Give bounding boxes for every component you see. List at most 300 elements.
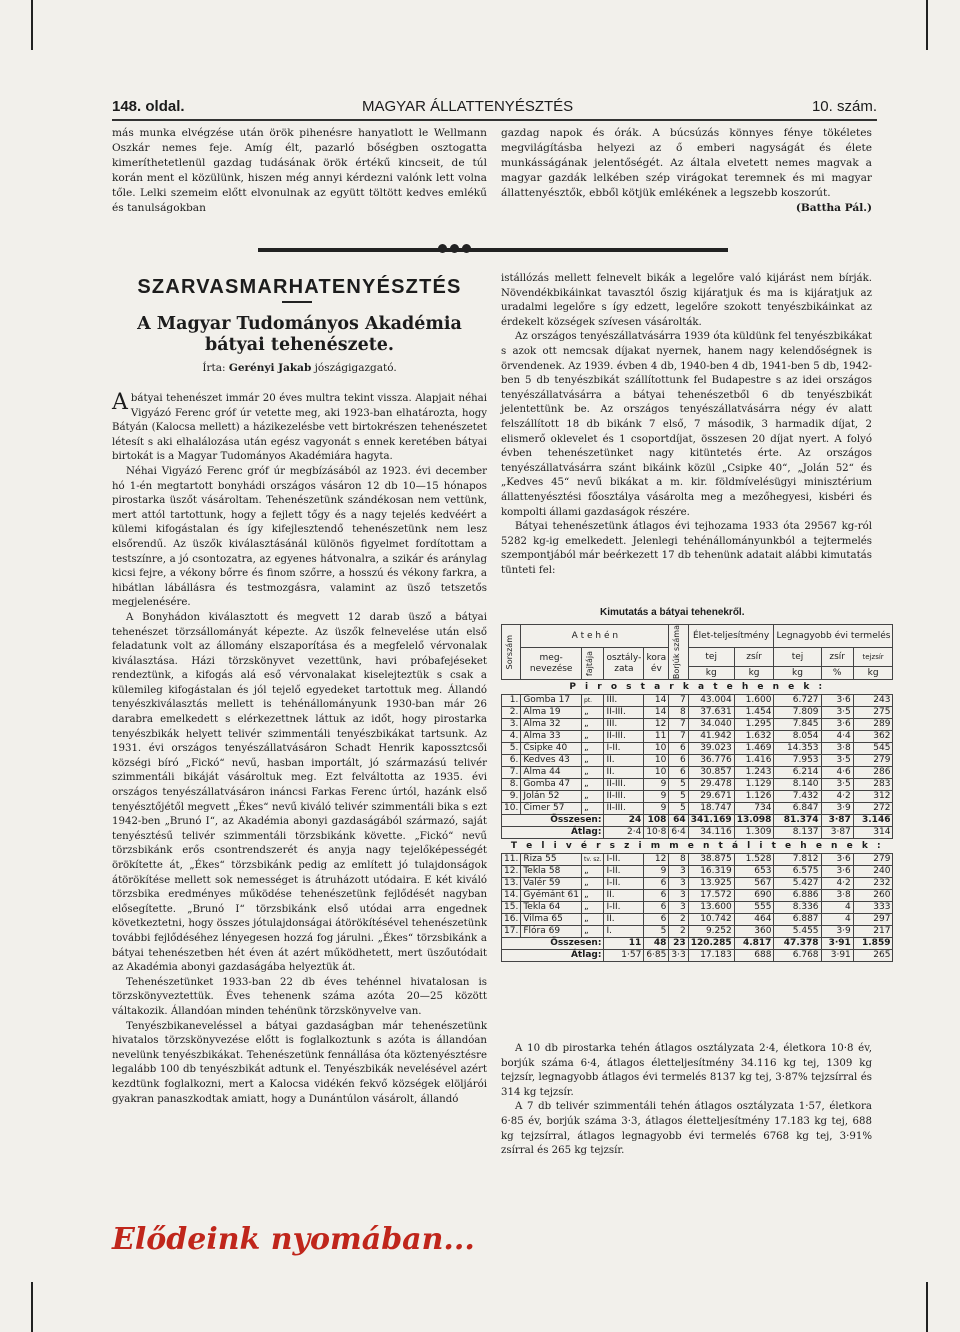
table-cell: 3 <box>669 902 688 914</box>
table-cell: 3 <box>669 866 688 878</box>
table-cell: 7.812 <box>774 854 821 866</box>
header-kg: kg <box>688 667 734 680</box>
drop-cap: A <box>112 390 128 415</box>
table-cell: 11 <box>644 731 669 743</box>
summary-label: Átlag: <box>502 950 604 962</box>
table-cell: 6 <box>669 755 688 767</box>
table-cell: 7 <box>669 695 688 707</box>
table-cell: 464 <box>734 914 774 926</box>
table-row <box>502 755 893 767</box>
table-cell: 18.747 <box>688 803 734 815</box>
table-cell: 333 <box>853 902 893 914</box>
header-tej: tej <box>688 648 734 667</box>
top-left-column <box>112 126 487 216</box>
table-cell: 10. <box>502 803 521 815</box>
article-paragraph: A 7 db telivér szimmentáli tehén átlagos osztályzata 1·57, életkora 6·85 év, borjúk száma 3·3, átlagos életteljesítmény 17.183 kg tej, 688 kg tejzsírral, átlagos legnagyobb évi termelés 6768 kg tej, 3·91% zsírral és 265 kg tejzsír. <box>501 1101 872 1157</box>
table-cell: 7 <box>669 719 688 731</box>
table-cell: 12 <box>644 854 669 866</box>
table-cell: 29.671 <box>688 791 734 803</box>
table-cell: pt. <box>582 695 604 707</box>
table-cell: 36.776 <box>688 755 734 767</box>
section-title: SZARVASMARHATENYÉSZTÉS <box>137 276 462 298</box>
table-cell: 108 <box>644 815 669 827</box>
table-cell: 4·2 <box>821 791 853 803</box>
article-paragraph: Az országos tenyészállatvásárra 1939 óta küldünk fel tenyészbikákat s azok ott nemcsak díjakat nyernek, hanem nagy kelendőségnek is örvendenek. Az 1939. évben 4 db, 1940-ben 4 db, 1941-ben 5 db, 1942-ben 5 db tenyészbikát szállítottunk fel Budapestre s az idei országos tenyészállatvásárra a bátyai tehenészetből 6 db tenyészbikát jelentettünk be. Az országos tenyészállatvásárra négy év alatt felszállított 18 db bikánk 7 első, 7 második, 3 harmadik díjat, 2 elismerő oklevelet és 1 csoportdíjat, összesen 20 díjat nyert. A folyó évben tehenészetünket nagy kitüntetés érte. Az országos tenyészállatvásárra szánt bikáink közül „Csipke 40“, „Jolán 52“ és „Kedves 45“ nevű bikákat a m. kir. földmívelésügyi minisztérium állattenyésztési főosztálya vásárolta meg a mezőhegyesi, kisbéri és kompolti állami gazdaságok részére. <box>501 331 872 518</box>
table-cell: 3 <box>669 878 688 890</box>
header-kg: kg <box>774 667 821 680</box>
header-legnagyobb: Legnagyobb évi termelés <box>774 625 893 648</box>
table-cell: 3·6 <box>821 854 853 866</box>
table-row <box>502 914 893 926</box>
table-cell: 6 <box>669 743 688 755</box>
table-cell: 81.374 <box>774 815 821 827</box>
table-cell: II-III. <box>604 731 644 743</box>
table-cell: II. <box>604 767 644 779</box>
footer-script-title: Elődeink nyomában... <box>112 1222 475 1257</box>
table-cell: 9 <box>644 779 669 791</box>
table-cell: „ <box>582 767 604 779</box>
table-cell: 1.454 <box>734 707 774 719</box>
table-cell: 1.600 <box>734 695 774 707</box>
signature: (Battha Pál.) <box>795 202 872 214</box>
table-cell: 3·6 <box>821 695 853 707</box>
table-row <box>502 854 893 866</box>
byline-author: Gerényi Jakab <box>228 362 312 374</box>
table-group-label <box>502 680 893 695</box>
table-cell: II-III. <box>604 707 644 719</box>
table-cell: Riza 55 <box>521 854 582 866</box>
table-cell: I-II. <box>604 854 644 866</box>
table-cell: 7.432 <box>774 791 821 803</box>
table-cell: 14.353 <box>774 743 821 755</box>
table-cell: 312 <box>853 791 893 803</box>
table-cell: 734 <box>734 803 774 815</box>
table-cell: „ <box>582 719 604 731</box>
table-cell: 2 <box>669 914 688 926</box>
table-cell: 6·85 <box>644 950 669 962</box>
table-cell: 23 <box>669 938 688 950</box>
table-cell: 11 <box>604 938 644 950</box>
table-cell: II-III. <box>604 779 644 791</box>
table-cell: 13.600 <box>688 902 734 914</box>
table-cell: 4 <box>821 914 853 926</box>
table-cell: „ <box>582 779 604 791</box>
table-cell: Alma 44 <box>521 767 582 779</box>
table-cell: 6. <box>502 755 521 767</box>
table-cell: 6.727 <box>774 695 821 707</box>
table-cell: I. <box>604 926 644 938</box>
table-row <box>502 743 893 755</box>
table-cell: 10·8 <box>644 827 669 839</box>
table-group-label <box>502 839 893 854</box>
table-cell: 7. <box>502 767 521 779</box>
table-cell: 6.887 <box>774 914 821 926</box>
table-cell: 17. <box>502 926 521 938</box>
table-cell: 8. <box>502 779 521 791</box>
crop-mark-left-bottom <box>31 1282 33 1332</box>
table-cell: 6.886 <box>774 890 821 902</box>
table-cell: III. <box>604 719 644 731</box>
article-title-line1: A Magyar Tudományos Akadémia <box>137 314 462 334</box>
table-cell: 4 <box>821 902 853 914</box>
crop-mark-left <box>31 0 33 50</box>
table-cell: 6 <box>644 878 669 890</box>
table-cell: „ <box>582 803 604 815</box>
header-kora: kora év <box>644 648 669 680</box>
table-cell: Csipke 40 <box>521 743 582 755</box>
table-cell: 6·4 <box>669 827 688 839</box>
table-cell: Alma 19 <box>521 707 582 719</box>
table-cell: 1.309 <box>734 827 774 839</box>
table-cell: 5. <box>502 743 521 755</box>
table-cell: „ <box>582 707 604 719</box>
table-cell: 217 <box>853 926 893 938</box>
table-row <box>502 791 893 803</box>
article-title-line2: bátyai tehenészete. <box>204 335 395 355</box>
header-kg: kg <box>853 667 893 680</box>
table-cell: 10 <box>644 755 669 767</box>
table-cell: I-II. <box>604 743 644 755</box>
table-cell: 3. <box>502 719 521 731</box>
table-cell: 3·5 <box>821 779 853 791</box>
table-cell: 260 <box>853 890 893 902</box>
table-cell: I-II. <box>604 878 644 890</box>
header-osztalyzata: osztály-zata <box>604 648 644 680</box>
article-paragraph: Tenyészbikaneveléssel a bátyai gazdaságban már tehenészetünk hivatalos törzskönyvezése előtt is foglalkoztunk s azóta is állandóan nevelünk tenyészbikákat. Tehenészetünk fennállása óta köztenyésztésre legalább 100 db tenyészbikát adtunk el. Tenyészbikák nevelésével azért kezdtünk foglalkozni, mert a Kalocsa vidékén fekvő községek elöljárói gyakran panaszkodtak amiatt, hogy a Dunántúlon vásárolt, állandó <box>112 1020 487 1105</box>
table-cell: 48 <box>644 938 669 950</box>
table-cell: 11. <box>502 854 521 866</box>
table-cell: Cimer 57 <box>521 803 582 815</box>
table-cell: 243 <box>853 695 893 707</box>
table-cell: 34.116 <box>688 827 734 839</box>
table-cell: 5 <box>669 779 688 791</box>
header-fajtaja: fajtája <box>582 648 604 680</box>
table-cell: 3·91 <box>821 938 853 950</box>
table-row <box>502 779 893 791</box>
byline <box>112 362 487 374</box>
table-cell: Gyémánt 61 <box>521 890 582 902</box>
table-summary-row <box>502 815 893 827</box>
article-paragraph: Tehenészetünket 1933-ban 22 db éves tehénnel hivatalosan is törzskönyveztettük. Éves tehenenk száma azóta 20—25 között váltakozik. Állandóan minden tehénünk törzskönyvelve van. <box>112 976 487 1017</box>
table-cell: 279 <box>853 854 893 866</box>
group-label-cell: P i r o s t a r k a t e h e n e k : <box>502 680 893 695</box>
table-summary-row <box>502 938 893 950</box>
table-cell: 653 <box>734 866 774 878</box>
table-cell: 8.054 <box>774 731 821 743</box>
table-cell: I-II. <box>604 866 644 878</box>
table-cell: 1.243 <box>734 767 774 779</box>
table-cell: Flóra 69 <box>521 926 582 938</box>
table-cell: 6 <box>644 890 669 902</box>
summary-label: Összesen: <box>502 938 604 950</box>
header-pct: % <box>821 667 853 680</box>
table-cell: 10 <box>644 743 669 755</box>
table-cell: 6.575 <box>774 866 821 878</box>
table-cell: 555 <box>734 902 774 914</box>
table-cell: „ <box>582 755 604 767</box>
table-row <box>502 707 893 719</box>
table-cell: 4. <box>502 731 521 743</box>
table-cell: 1.859 <box>853 938 893 950</box>
separator-dot <box>462 244 471 253</box>
table-cell: 3·87 <box>821 815 853 827</box>
table-header-row <box>502 648 893 667</box>
table-cell: 3·5 <box>821 707 853 719</box>
table-cell: 7.809 <box>774 707 821 719</box>
table-cell: Tekla 58 <box>521 866 582 878</box>
table-cell: 38.875 <box>688 854 734 866</box>
table-cell: Valér 59 <box>521 878 582 890</box>
table-cell: 10 <box>644 767 669 779</box>
issue-number: 10. szám. <box>811 98 877 115</box>
table-cell: 1.295 <box>734 719 774 731</box>
table-cell: 4.817 <box>734 938 774 950</box>
table-cell: 3·9 <box>821 926 853 938</box>
group-label-cell: T e l i v é r s z i m m e n t á l i t e h e n e k : <box>502 839 893 854</box>
table-cell: 9 <box>644 866 669 878</box>
table-cell: 9 <box>644 791 669 803</box>
table-cell: II. <box>604 890 644 902</box>
table-cell: Alma 32 <box>521 719 582 731</box>
article-left-column <box>112 392 487 1107</box>
table-row <box>502 902 893 914</box>
table-row <box>502 878 893 890</box>
table-cell: 8 <box>669 707 688 719</box>
table-cell: 688 <box>734 950 774 962</box>
table-cell: 9.252 <box>688 926 734 938</box>
separator-dot <box>450 244 459 253</box>
table-row <box>502 731 893 743</box>
table-row <box>502 890 893 902</box>
header-zsir2: zsír <box>821 648 853 667</box>
table-cell: 3 <box>669 890 688 902</box>
top-right-column <box>501 126 872 216</box>
table-cell: 4·6 <box>821 767 853 779</box>
article-paragraph: A 10 db pirostarka tehén átlagos osztályzata 2·4, életkora 10·8 év, borjúk száma 6·4, átlagos életteljesítmény 34.116 kg tej, 1309 kg tejzsír, legnagyobb átlagos évi termelés 8137 kg tej, 3·87% tejzsírral és 314 kg tejzsír. <box>501 1043 872 1098</box>
table-cell: 3·9 <box>821 803 853 815</box>
table-cell: 13. <box>502 878 521 890</box>
table-cell: 30.857 <box>688 767 734 779</box>
table-cell: 12 <box>644 719 669 731</box>
section-separator <box>258 248 728 252</box>
table-cell: tv. sz. <box>582 854 604 866</box>
table-cell: 1.126 <box>734 791 774 803</box>
header-megnevezese: meg-nevezése <box>521 648 582 680</box>
table-cell: 17.183 <box>688 950 734 962</box>
table-row <box>502 926 893 938</box>
table-cell: 5 <box>644 926 669 938</box>
cow-data-table <box>501 624 893 962</box>
table-cell: 6.214 <box>774 767 821 779</box>
table-cell: 3.146 <box>853 815 893 827</box>
table-cell: 1.129 <box>734 779 774 791</box>
crop-mark-right <box>926 0 928 50</box>
table-cell: 283 <box>853 779 893 791</box>
header-sorszam: Sorszám <box>502 625 521 680</box>
table-cell: 1·57 <box>604 950 644 962</box>
table-cell: 2·4 <box>604 827 644 839</box>
table-cell: 15. <box>502 902 521 914</box>
table-cell: 39.023 <box>688 743 734 755</box>
table-cell: 567 <box>734 878 774 890</box>
header-zsir: zsír <box>734 648 774 667</box>
table-cell: „ <box>582 878 604 890</box>
header-kg: kg <box>734 667 774 680</box>
table-cell: 2. <box>502 707 521 719</box>
table-cell: 1.528 <box>734 854 774 866</box>
table-cell: II. <box>604 755 644 767</box>
table-cell: 7.953 <box>774 755 821 767</box>
table-cell: 34.040 <box>688 719 734 731</box>
table-cell: 286 <box>853 767 893 779</box>
table-cell: III. <box>604 695 644 707</box>
table-cell: „ <box>582 914 604 926</box>
table-cell: 16. <box>502 914 521 926</box>
table-header-row <box>502 625 893 648</box>
table-cell: 14. <box>502 890 521 902</box>
table-cell: Gomba 47 <box>521 779 582 791</box>
header-borjuk: Borjúk száma <box>669 625 688 680</box>
table-row <box>502 695 893 707</box>
table-cell: 279 <box>853 755 893 767</box>
table-cell: 5 <box>669 791 688 803</box>
section-title-rule <box>282 301 312 303</box>
table-cell: 1.469 <box>734 743 774 755</box>
table-cell: 5.455 <box>774 926 821 938</box>
table-cell: 43.004 <box>688 695 734 707</box>
table-cell: 1. <box>502 695 521 707</box>
table-cell: 7.845 <box>774 719 821 731</box>
table-cell: 37.631 <box>688 707 734 719</box>
table-cell: 6 <box>644 914 669 926</box>
table-cell: 362 <box>853 731 893 743</box>
table-cell: 13.098 <box>734 815 774 827</box>
table-cell: 272 <box>853 803 893 815</box>
table-cell: 232 <box>853 878 893 890</box>
table-cell: 8.336 <box>774 902 821 914</box>
table-cell: 8 <box>669 854 688 866</box>
table-cell: 545 <box>853 743 893 755</box>
article-paragraph: A Bonyhádon kiválasztott és megvett 12 darab üsző a bátyai tehenészet törzsállományát képezte. Az üszők felnevelése után első feladatunk volt az állomány elszaporítása és a megfelelő vérvonalak kiválasztása. Házi törzskönyvet vezettünk, havi próbafejéseket rendeztünk, a kifogás alá eső vérvonalakat kiselejteztük s csak a külemileg kifogástalan és jól tejelő egyedeket tartottuk meg. Állandó tenyészkiválasztás mellett is tehénállományunk 1930-ban már 26 darabra emelkedett s elérkezettnek láttuk az időt, hogy pirostarka tenyészbikák helyett telivér szimmentáli tenyészbikákat tartsunk. Az 1931. évi országos tenyészállatvásáron Schadt Henrik kapossztcsői községi bíró „Fickó“ nevű, hasban importált, jó származású telivér szimmentáli bikáját vásároltuk meg. Ezt felváltotta az 1935. évi országos tenyészállatvásáron ináncsi Farkas Ferenc úrtól, hazánk első tenyésztőjétől megvett „Ékes“ nevű kiváló telivér szimmentáli bika s ezt 1942-ben „Brunó I“, az Akadémia abonyi gazdaságából származó, saját tenyésztésű telivér szimmentáli törzsbikánk követte. „Fickó“ nevű törzsbikánk erős csontrendszerét és anyja nagy tejelőképességét örökítette át, „Ékes“ törzsbikánk pedig az említett jó tulajdonságok átörökítése mellett sok nemességet is átruházott utódaira. E két kiváló törzsbika eredményes működése tehenészetünk fejlődését nagyban elősegítette. „Brunó I“ törzsbikánk első utódai arra engednek következtetni, hogy összes jótulajdonságai átörökítésével tehenészetünk további fejlődéséhez lényegesen hozzá fog járulni. „Ékes“ törzsbikánk a bátyai tehenészetben hét éven át azért működhetett, mert üszőutódait az Akadémia abonyi gazdaságába helyeztük át. <box>112 611 487 974</box>
table-cell: „ <box>582 890 604 902</box>
table-caption: Kimutatás a bátyai tehenekről. <box>600 607 745 618</box>
table-cell: „ <box>582 866 604 878</box>
table-cell: 3·8 <box>821 743 853 755</box>
table-cell: 14 <box>644 707 669 719</box>
page-header <box>112 96 877 118</box>
table-cell: 3·6 <box>821 719 853 731</box>
table-summary-row <box>502 827 893 839</box>
table-cell: 29.478 <box>688 779 734 791</box>
table-cell: 3·3 <box>669 950 688 962</box>
byline-prefix: Írta: <box>202 362 226 374</box>
table-cell: 8.140 <box>774 779 821 791</box>
table-cell: „ <box>582 926 604 938</box>
table-cell: 6 <box>669 767 688 779</box>
top-right-paragraph: gazdag napok és órák. A búcsúzás könnyes fénye tökéletes megvilágításba helyezi az ő emberi nagyságát és élete munkásságának jelentőségét. Az általa elvetett nemes magvak a magyar gazdák lelkében szép virágokat teremnek és mi magyar állattenyésztők, ebből kötjük emlékének a legszebb koszorút. <box>501 127 872 199</box>
article-title <box>112 314 487 356</box>
table-cell: 6.847 <box>774 803 821 815</box>
table-cell: 6 <box>644 902 669 914</box>
table-cell: 14 <box>644 695 669 707</box>
summary-label: Átlag: <box>502 827 604 839</box>
table-cell: 13.925 <box>688 878 734 890</box>
table-cell: 47.378 <box>774 938 821 950</box>
top-left-paragraph: más munka elvégzése után örök pihenésre hanyatlott le Wellmann Oszkár nemes feje. Amíg élt, pazarló bőségben osztogatta kimeríthetetlenül gazdag tudásának örök értékű kincseit, de túl korán ment el közülünk, hiszen még annyi kérdezni valónk lett volna tőle. Lelki szemeim előtt elvonulnak az együtt töltött kedves emlékű és tanulságokban <box>112 127 487 214</box>
table-cell: 3·91 <box>821 950 853 962</box>
table-cell: II-III. <box>604 791 644 803</box>
table-cell: 16.319 <box>688 866 734 878</box>
article-paragraph: istállózás mellett felnevelt bikák a legelőre való kijárást nem bírják. Növendékbikáinkat tavasztól őszig kijáratjuk és ma is kijáratjuk az uradalmi legelőre s így edzett, legelőre szokott tenyészbikáinkat az érdekelt községek szívesen vásárolták. <box>501 273 872 328</box>
table-cell: II-III. <box>604 803 644 815</box>
table-cell: 5 <box>669 803 688 815</box>
table-cell: 5.427 <box>774 878 821 890</box>
table-cell: „ <box>582 731 604 743</box>
table-cell: „ <box>582 902 604 914</box>
table-cell: 3·87 <box>821 827 853 839</box>
table-cell: 1.416 <box>734 755 774 767</box>
table-cell: 9 <box>644 803 669 815</box>
table-cell: „ <box>582 743 604 755</box>
table-cell: 1.632 <box>734 731 774 743</box>
page-number: 148. oldal. <box>112 98 185 115</box>
table-cell: 314 <box>853 827 893 839</box>
article-right-column-bottom <box>501 1042 872 1159</box>
header-rule <box>112 119 877 121</box>
crop-mark-right-bottom <box>926 1282 928 1332</box>
journal-title: MAGYAR ÁLLATTENYÉSZTÉS <box>362 98 574 115</box>
table-cell: Jolán 52 <box>521 791 582 803</box>
table-cell: 360 <box>734 926 774 938</box>
table-cell: 275 <box>853 707 893 719</box>
header-tehen: A t e h é n <box>521 625 669 648</box>
table-cell: 24 <box>604 815 644 827</box>
table-cell: Tekla 64 <box>521 902 582 914</box>
table-row <box>502 719 893 731</box>
header-tej2: tej <box>774 648 821 667</box>
table-cell: 17.572 <box>688 890 734 902</box>
table-cell: 41.942 <box>688 731 734 743</box>
table-cell: 4·4 <box>821 731 853 743</box>
header-tejzsir: tejzsír <box>853 648 893 667</box>
table-row <box>502 803 893 815</box>
article-paragraph: Bátyai tehenészetünk átlagos évi tejhozama 1933 óta 29567 kg-ról 5282 kg-ig emelkedett. Jelenlegi tehénállományunkból a tejtermelés szempontjából már beérkezett 17 db tehenünk adatait alábbi kimutatás tünteti fel: <box>501 521 872 576</box>
table-cell: 120.285 <box>688 938 734 950</box>
table-cell: 9. <box>502 791 521 803</box>
table-cell: Alma 33 <box>521 731 582 743</box>
table-cell: 265 <box>853 950 893 962</box>
article-paragraph: Abátyai tehenészet immár 20 éves multra tekint vissza. Alapjait néhai Vigyázó Ferenc gróf úr vetette meg, aki 1923-ban elhatározta, hogy Bátyán (Kalocsa mellett) a házikezelésbe vett birtokrészen tehenészetet létesít s aki elhalálozása után egész vagyonát s ennek keretében bátyai birtokát is a Magyar Tudományos Akadémiára hagyta. <box>112 390 487 463</box>
header-elet: Élet-teljesítmény <box>688 625 774 648</box>
table-cell: I-II. <box>604 902 644 914</box>
table-cell: 297 <box>853 914 893 926</box>
table-cell: 8.137 <box>774 827 821 839</box>
table-cell: 3·5 <box>821 755 853 767</box>
table-cell: Vilma 65 <box>521 914 582 926</box>
table-cell: 2 <box>669 926 688 938</box>
article-paragraph: Néhai Vigyázó Ferenc gróf úr megbízásából az 1923. évi december hó 1-én megtartott bonyhádi országos vásáron 12 db 10—15 hónapos pirostarka üszőt vásároltam. Tehenészetünk szándékosan nem vettünk, mert attól tartottunk, hogy a fejlett tőgy és a nagy tejelés kedvéért a külemi kifogástalan és így kifejlesztendő tehenészetünk nem lesz elsőrendű. Az üszők kiválasztásánál különös figyelmet fordítottam a testszínre, a jó csontozatra, az egyenes hátvonalra, a szikár és aránylag kicsi fejre, a vékony bőrre és finom szőrre, a hosszú és vékony farkra, a hibátlan lábállásra és testmozgásra, valamint az üsző tetszetős megjelenésére. <box>112 465 487 609</box>
table-summary-row <box>502 950 893 962</box>
separator-dot <box>438 244 447 253</box>
table-cell: 4·2 <box>821 878 853 890</box>
table-cell: 3·8 <box>821 890 853 902</box>
byline-role: jószágigazgató. <box>314 362 397 374</box>
table-cell: Kedves 43 <box>521 755 582 767</box>
table-cell: Gomba 17 <box>521 695 582 707</box>
table-cell: 289 <box>853 719 893 731</box>
table-cell: II. <box>604 914 644 926</box>
table-body <box>502 680 893 962</box>
